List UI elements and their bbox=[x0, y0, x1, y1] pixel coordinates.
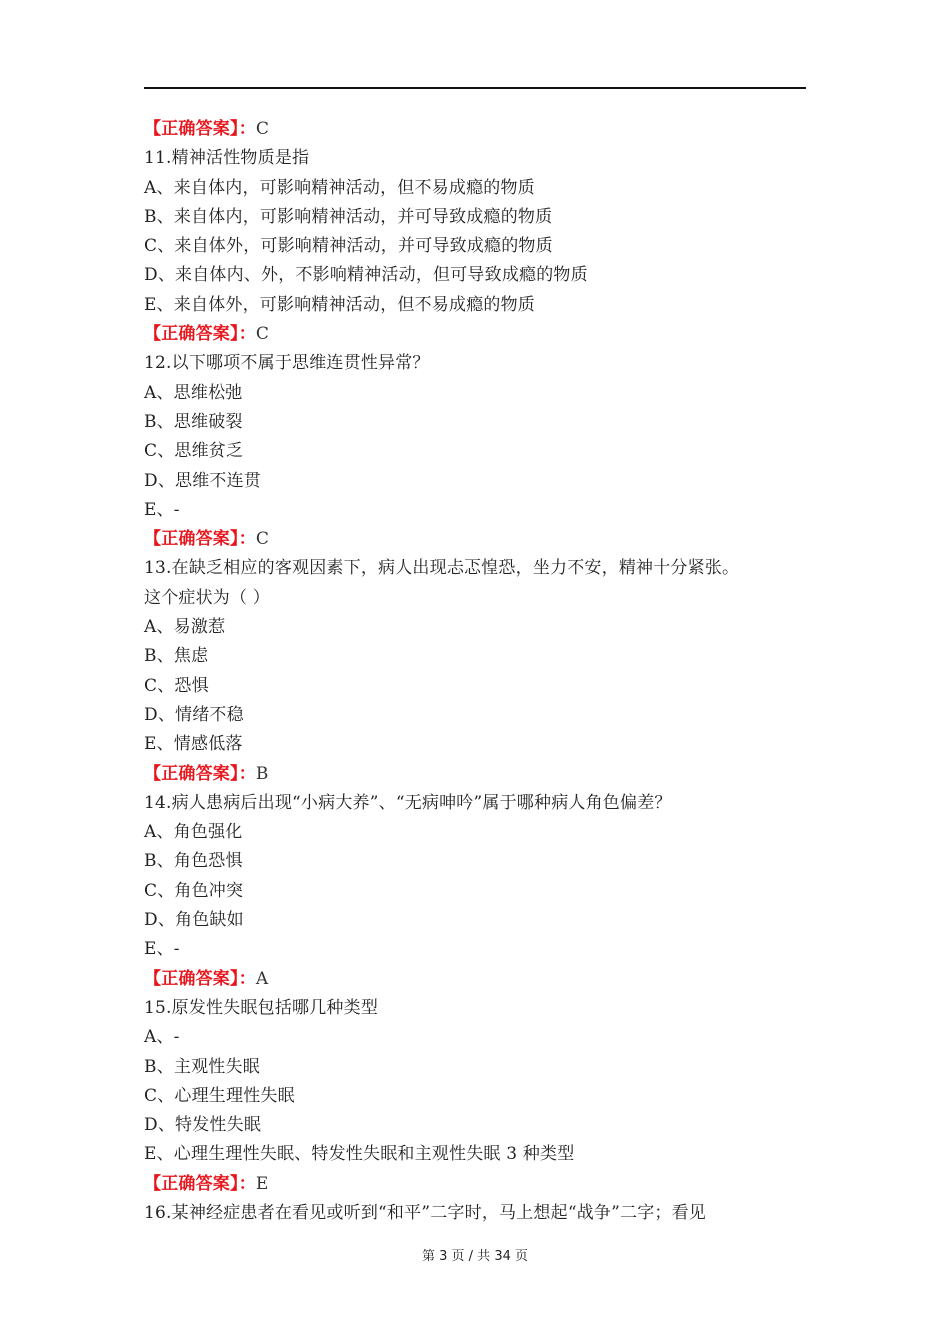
page-footer: 第 3 页 / 共 34 页 bbox=[422, 1249, 528, 1264]
answer-label: 【正确答案】 bbox=[144, 119, 239, 139]
correct-answer-line bbox=[144, 760, 814, 789]
option-text: D、角色缺如 bbox=[144, 910, 244, 931]
answer-label: 【正确答案】 bbox=[144, 763, 239, 784]
option-text: D、特发性失眠 bbox=[144, 1115, 262, 1136]
answer-colon: ： bbox=[238, 968, 256, 989]
option-text: D、来自体内、外，不影响精神活动，但可导致成瘾的物质 bbox=[144, 265, 588, 286]
answer-colon: ： bbox=[238, 324, 256, 345]
option-text: E、- bbox=[144, 939, 180, 960]
option-text: A、易激惹 bbox=[144, 617, 226, 638]
answer-colon: ： bbox=[238, 529, 256, 550]
header-rule bbox=[144, 87, 806, 89]
answer-colon: ： bbox=[238, 1173, 256, 1194]
option-text: B、来自体内，可影响精神活动，并可导致成瘾的物质 bbox=[144, 206, 553, 227]
option-text: B、焦虑 bbox=[144, 646, 209, 667]
question-text: 15.原发性失眠包括哪几种类型 bbox=[144, 997, 379, 1018]
option-text: B、主观性失眠 bbox=[144, 1056, 260, 1077]
answer-colon: ： bbox=[238, 763, 256, 784]
correct-answer-line bbox=[144, 115, 814, 144]
correct-answer-line bbox=[144, 965, 814, 994]
option-text: A、- bbox=[144, 1027, 180, 1048]
question-text: 12.以下哪项不属于思维连贯性异常？ bbox=[144, 353, 430, 374]
option-text: E、心理生理性失眠、特发性失眠和主观性失眠 3 种类型 bbox=[144, 1144, 575, 1165]
option-text: B、思维破裂 bbox=[144, 411, 243, 432]
option-text: B、角色恐惧 bbox=[144, 851, 243, 872]
option-text: E、来自体外，可影响精神活动，但不易成瘾的物质 bbox=[144, 294, 536, 315]
question-text: 14.病人患病后出现“小病大养”、“无病呻吟”属于哪种病人角色偏差？ bbox=[144, 792, 672, 813]
answer-value: C bbox=[255, 324, 270, 345]
answer-label: 【正确答案】 bbox=[144, 529, 239, 550]
answer-value: C bbox=[255, 529, 270, 550]
correct-answer-line bbox=[144, 525, 814, 554]
answer-label: 【正确答案】 bbox=[144, 324, 239, 345]
answer-value: C bbox=[255, 119, 270, 139]
option-text: C、思维贫乏 bbox=[144, 441, 244, 462]
option-text: A、思维松弛 bbox=[144, 382, 243, 403]
option-text: E、情感低落 bbox=[144, 734, 243, 755]
answer-label: 【正确答案】 bbox=[144, 968, 239, 989]
answer-value: B bbox=[255, 763, 269, 784]
option-text: D、情绪不稳 bbox=[144, 704, 244, 725]
answer-value: E bbox=[255, 1173, 269, 1194]
document-body bbox=[144, 115, 814, 1228]
correct-answer-line bbox=[144, 320, 814, 349]
question-text: 11.精神活性物质是指 bbox=[144, 148, 310, 169]
question-text: 13.在缺乏相应的客观因素下，病人出现忐忑惶恐，坐力不安，精神十分紧张。 bbox=[144, 558, 740, 579]
option-text: E、- bbox=[144, 499, 180, 520]
option-text: D、思维不连贯 bbox=[144, 470, 262, 491]
option-text: A、角色强化 bbox=[144, 822, 243, 843]
option-text: C、角色冲突 bbox=[144, 880, 244, 901]
option-text: C、心理生理性失眠 bbox=[144, 1085, 295, 1106]
correct-answer-line bbox=[144, 1170, 814, 1199]
answer-value: A bbox=[255, 968, 269, 989]
answer-label: 【正确答案】 bbox=[144, 1173, 239, 1194]
answer-colon: ： bbox=[238, 119, 256, 139]
question-text: 16.某神经症患者在看见或听到“和平”二字时，马上想起“战争”二字；看见 bbox=[144, 1202, 706, 1223]
option-text: C、来自体外，可影响精神活动，并可导致成瘾的物质 bbox=[144, 236, 553, 257]
option-text: A、来自体内，可影响精神活动，但不易成瘾的物质 bbox=[144, 177, 535, 198]
question-text: 这个症状为（ ） bbox=[144, 587, 271, 608]
option-text: C、恐惧 bbox=[144, 675, 209, 696]
